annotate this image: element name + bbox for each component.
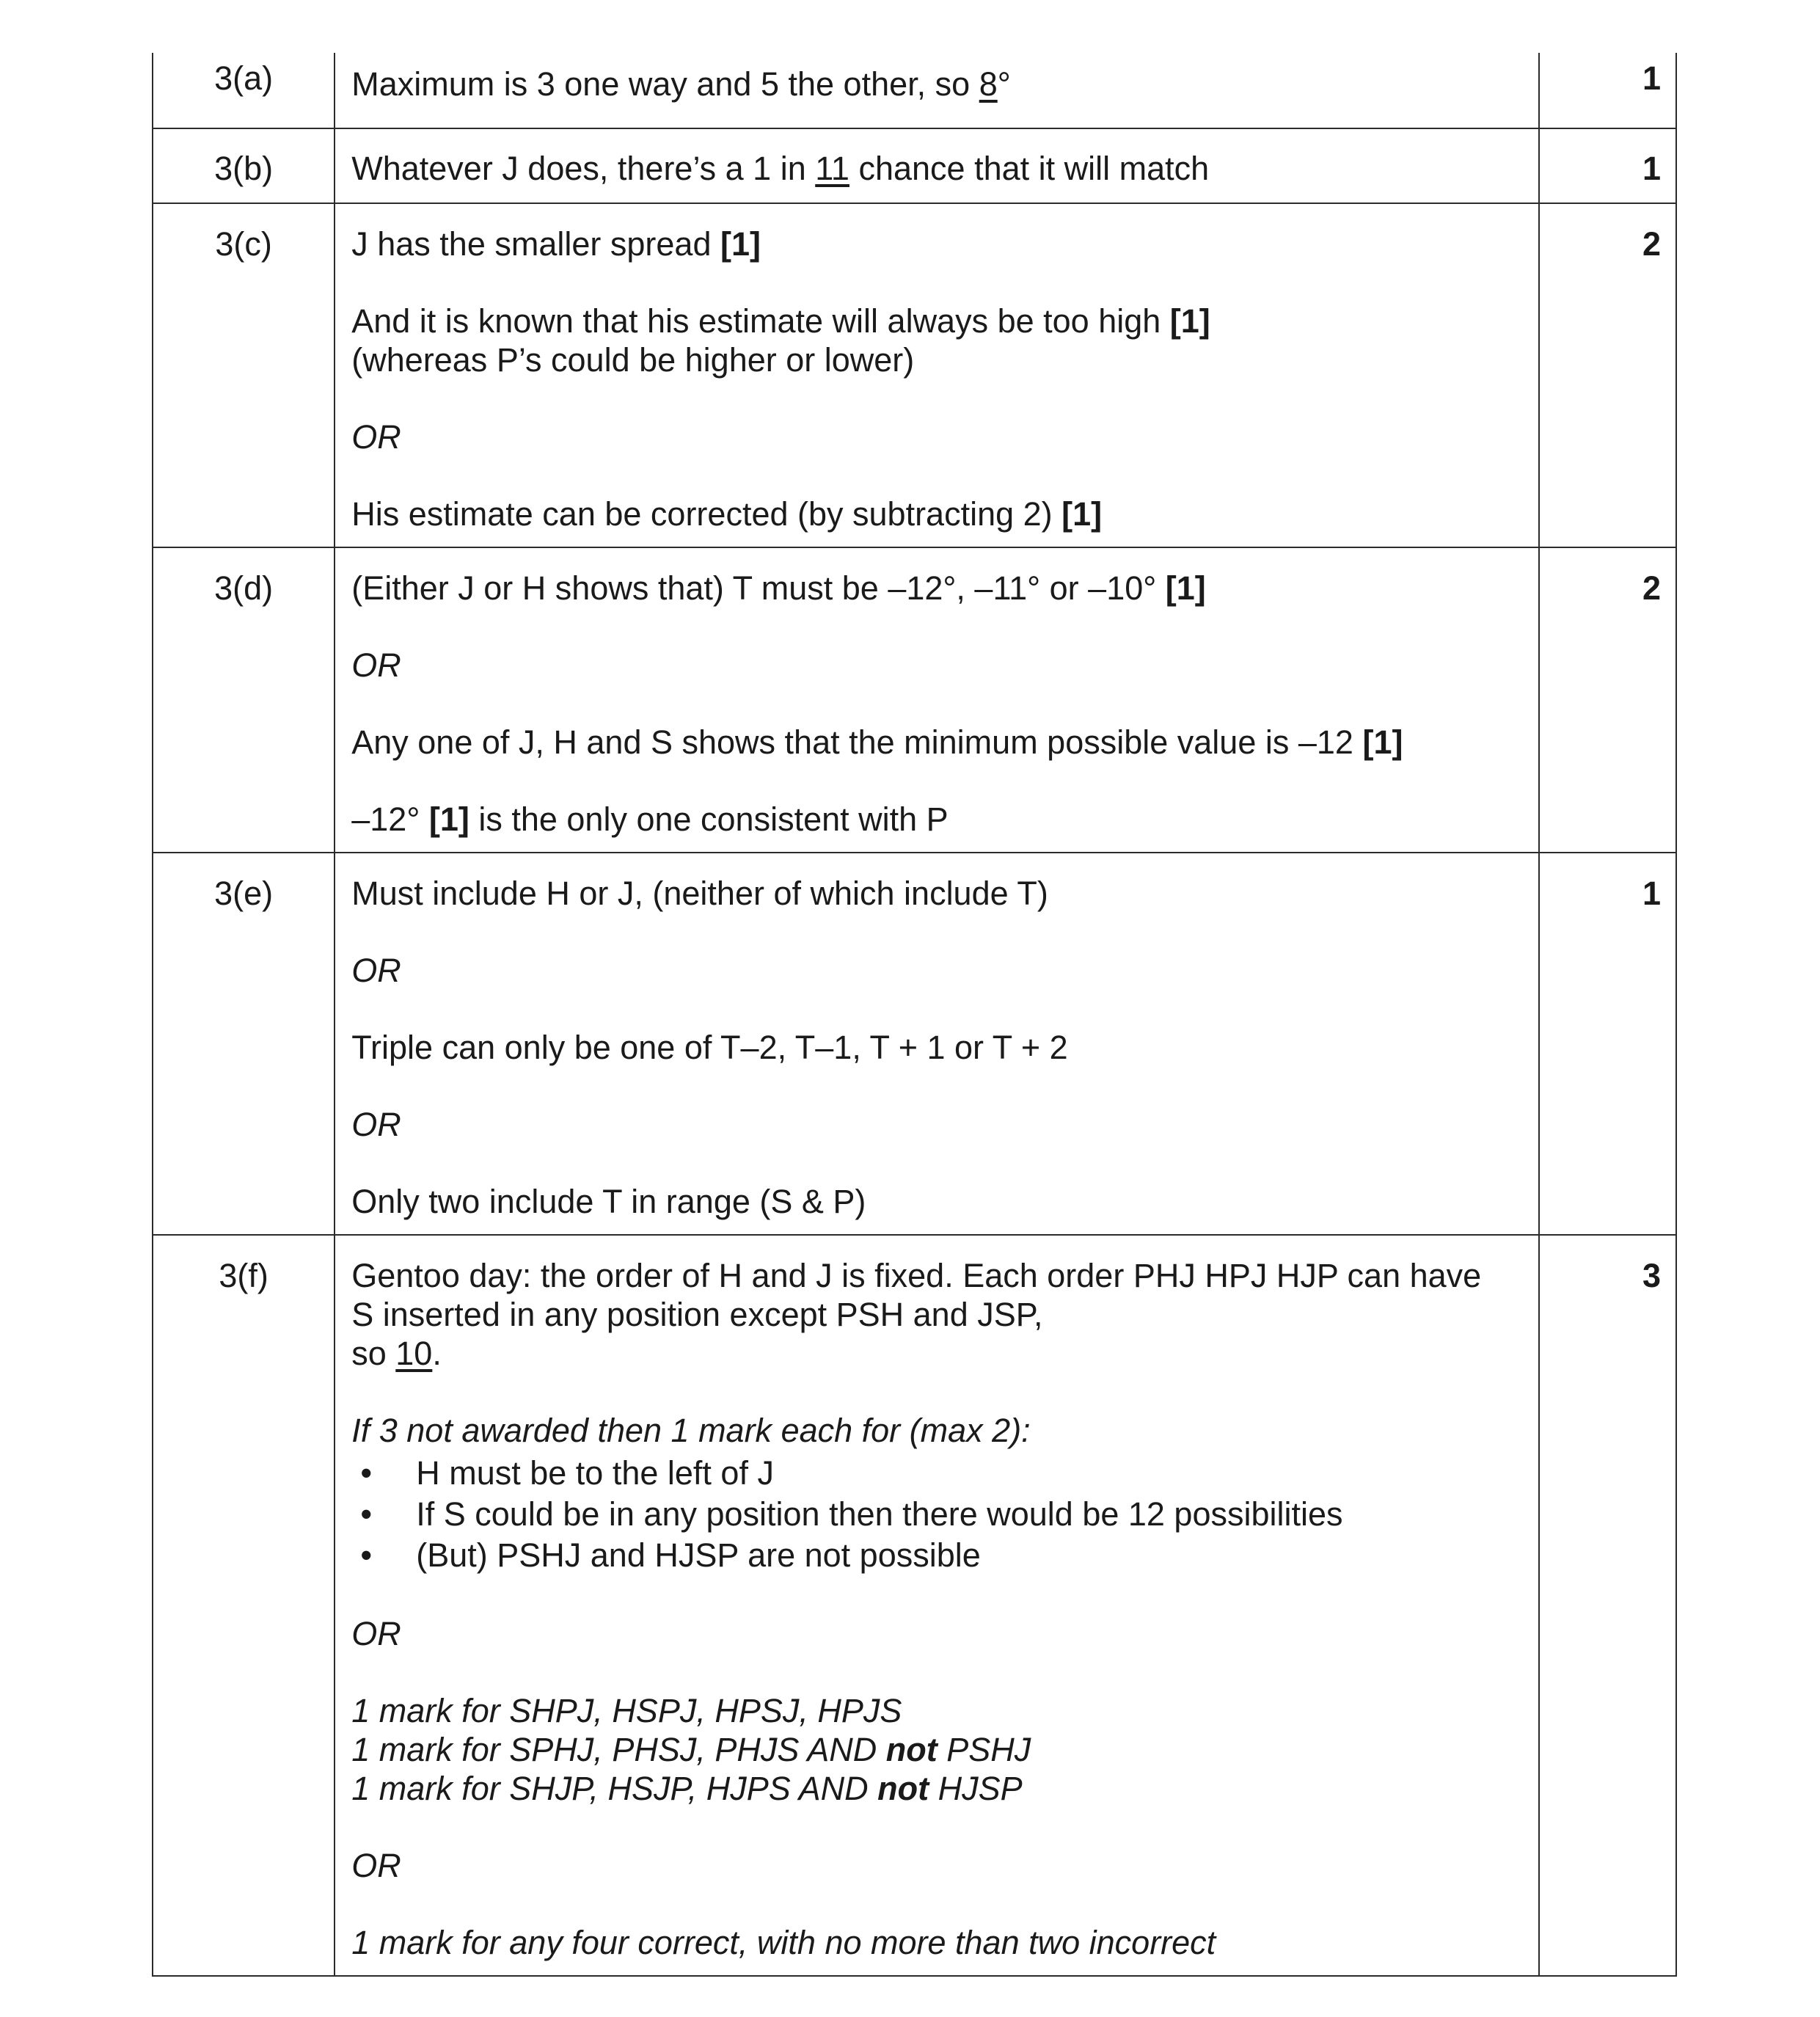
answer-line: [351, 1769, 1531, 1808]
question-number: 3(f): [219, 1257, 268, 1294]
question-number-cell: [153, 128, 335, 203]
marks-value: 2: [1642, 569, 1661, 607]
answer-line: Only two include T in range (S & P): [351, 1183, 866, 1220]
question-number-cell: [153, 53, 335, 128]
answer-text: 1 mark for SHJP, HSJP, HJPS AND: [351, 1770, 878, 1807]
answer-text: is the only one consistent with P: [469, 800, 949, 838]
mark-scheme-table: [152, 53, 1677, 1977]
marks-value: 1: [1642, 150, 1661, 187]
answer-underlined-value: 10: [395, 1335, 433, 1372]
marks-cell: [1539, 128, 1676, 203]
answer-cell: [335, 128, 1539, 203]
answer-line: Must include H or J, (neither of which include T): [351, 875, 1048, 912]
answer-cell: [335, 203, 1539, 547]
marks-value: 2: [1642, 225, 1661, 263]
answer-text: –12°: [351, 800, 429, 838]
answer-text: so: [351, 1335, 396, 1372]
list-item-text: (But) PSHJ and HJSP are not possible: [416, 1536, 981, 1574]
list-item-text: H must be to the left of J: [416, 1454, 774, 1492]
mark-allocation: [1]: [1165, 569, 1206, 607]
answer-line: [351, 1334, 1531, 1373]
mark-allocation: [1]: [428, 800, 469, 838]
answer-line: [351, 1730, 1531, 1769]
marks-cell: [1539, 203, 1676, 547]
or-separator: OR: [351, 952, 401, 989]
question-number: 3(a): [214, 59, 274, 97]
answer-cell: [335, 1235, 1539, 1976]
answer-cell: [335, 547, 1539, 853]
answer-line: [351, 569, 1531, 608]
or-separator: OR: [351, 1106, 401, 1143]
emphasis-text: not: [885, 1731, 938, 1768]
marks-value: 1: [1642, 59, 1661, 97]
marks-cell: [1539, 1235, 1676, 1976]
answer-cell: [335, 53, 1539, 128]
answer-text: chance that it will match: [849, 150, 1210, 187]
question-number-cell: [153, 853, 335, 1235]
answer-line: [351, 149, 1531, 188]
answer-text: HJSP: [929, 1770, 1023, 1807]
mark-allocation: [1]: [720, 225, 761, 263]
or-separator: OR: [351, 646, 401, 684]
mark-allocation: [1]: [1169, 302, 1210, 340]
answer-text: Any one of J, H and S shows that the minimum possible value is –12: [351, 723, 1363, 761]
table-row-3f: [153, 1235, 1676, 1976]
bullet-icon: •: [360, 1495, 373, 1533]
or-separator: OR: [351, 1615, 401, 1652]
list-item: [351, 1494, 1531, 1535]
table-row-3e: [153, 853, 1676, 1235]
question-number-cell: [153, 547, 335, 853]
question-number-cell: [153, 1235, 335, 1976]
mark-allocation: [1]: [1061, 495, 1103, 533]
list-item: [351, 1453, 1531, 1494]
answer-text: 1 mark for SPHJ, PHSJ, PHJS AND: [351, 1731, 886, 1768]
marks-value: 3: [1642, 1257, 1661, 1294]
answer-text: Maximum is 3 one way and 5 the other, so: [351, 65, 979, 103]
marks-cell: [1539, 547, 1676, 853]
question-number: 3(d): [214, 569, 274, 607]
question-number: 3(c): [215, 225, 272, 263]
answer-line: [351, 302, 1531, 340]
answer-text: (Either J or H shows that) T must be –12°, –11° or –10°: [351, 569, 1166, 607]
answer-text: (whereas P’s could be higher or lower): [351, 341, 915, 379]
answer-line: S inserted in any position except PSH and JSP,: [351, 1296, 1043, 1333]
answer-line: Triple can only be one of T–2, T–1, T + 1 or T + 2: [351, 1029, 1068, 1066]
answer-line: [351, 495, 1531, 533]
answer-text: .: [432, 1335, 442, 1372]
or-separator: OR: [351, 418, 401, 456]
answer-underlined-value: 11: [815, 150, 849, 187]
answer-cell: [335, 853, 1539, 1235]
question-number: 3(b): [214, 150, 274, 187]
bullet-icon: •: [360, 1454, 373, 1492]
answer-line: [351, 59, 1531, 103]
question-number: 3(e): [214, 875, 274, 912]
mark-allocation: [1]: [1362, 723, 1403, 761]
answer-line: [351, 340, 1531, 379]
emphasis-text: not: [877, 1770, 929, 1807]
answer-text: PSHJ: [937, 1731, 1031, 1768]
table-row-3b: [153, 128, 1676, 203]
answer-line: Gentoo day: the order of H and J is fixed. Each order PHJ HPJ HJP can have: [351, 1257, 1482, 1294]
answer-text: His estimate can be corrected (by subtracting 2): [351, 495, 1062, 533]
table-row-3d: [153, 547, 1676, 853]
criteria-list: [351, 1453, 1531, 1576]
list-item: [351, 1535, 1531, 1576]
marks-cell: [1539, 853, 1676, 1235]
answer-line: [351, 225, 1531, 263]
or-separator: OR: [351, 1847, 401, 1884]
list-item-text: If S could be in any position then there would be 12 possibilities: [416, 1495, 1343, 1533]
question-number-cell: [153, 203, 335, 547]
answer-underlined-value: 8: [979, 65, 998, 103]
answer-text: J has the smaller spread: [351, 225, 720, 263]
answer-line: 1 mark for SHPJ, HSPJ, HPSJ, HPJS: [351, 1692, 902, 1729]
answer-text: Whatever J does, there’s a 1 in: [351, 150, 816, 187]
answer-line: 1 mark for any four correct, with no more than two incorrect: [351, 1924, 1216, 1961]
answer-line: [351, 723, 1531, 762]
answer-text: °: [997, 65, 1011, 103]
answer-line: [351, 800, 1531, 839]
answer-text: And it is known that his estimate will always be too high: [351, 302, 1170, 340]
table-row-3c: [153, 203, 1676, 547]
marks-value: 1: [1642, 875, 1661, 912]
bullet-icon: •: [360, 1536, 373, 1574]
marking-note: If 3 not awarded then 1 mark each for (max 2):: [351, 1412, 1031, 1449]
marks-cell: [1539, 53, 1676, 128]
table-row-3a: [153, 53, 1676, 128]
